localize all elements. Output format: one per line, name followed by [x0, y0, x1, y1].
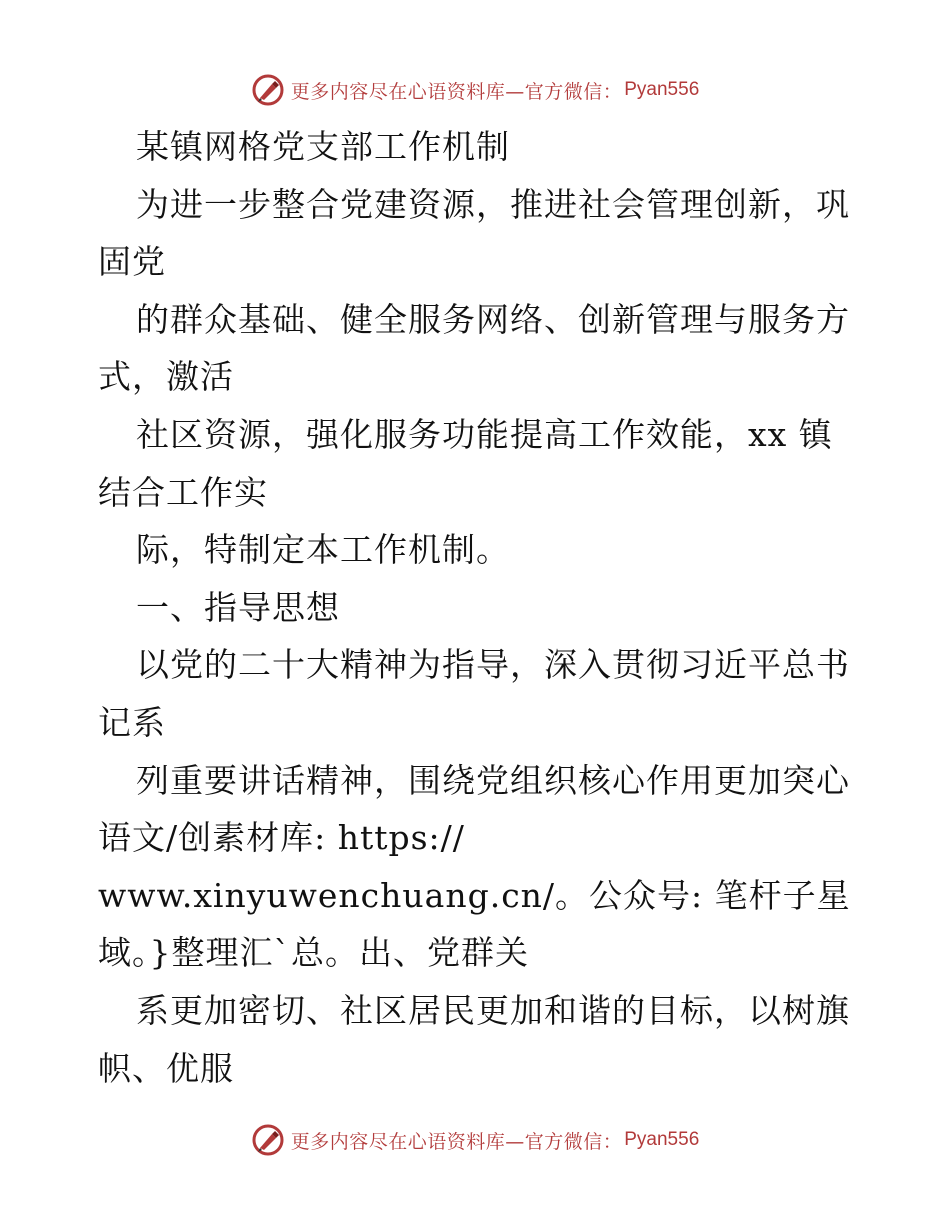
- document-line: 系更加密切、社区居民更加和谐的目标，以树旗: [136, 990, 850, 1030]
- document-line: 际，特制定本工作机制。: [136, 530, 510, 570]
- header-banner: [0, 70, 950, 110]
- footer-banner: [0, 1120, 950, 1160]
- document-line: 式，激活: [98, 357, 234, 397]
- document-line: 记系: [98, 702, 166, 742]
- red-pen-logo-icon: [251, 1123, 285, 1157]
- header-banner-handle: Pyan556: [624, 79, 700, 100]
- document-line: 域。}整理汇`总。出、党群关: [98, 933, 529, 973]
- document-line: www.xinyuwenchuang.cn/。公众号: 笔杆子星: [98, 875, 851, 915]
- document-title: 某镇网格党支部工作机制: [136, 127, 510, 166]
- document-line: 语文/创素材库: https://: [98, 818, 465, 858]
- document-line: 固党: [98, 242, 166, 282]
- red-pen-logo-icon: [251, 73, 285, 107]
- document-line: 社区资源，强化服务功能提高工作效能，xx 镇: [136, 414, 833, 454]
- document-body: [98, 118, 858, 1097]
- footer-banner-text: 更多内容尽在心语资料库—官方微信：: [290, 1130, 623, 1153]
- document-line: 以党的二十大精神为指导，深入贯彻习近平总书: [136, 645, 850, 685]
- header-banner-text: 更多内容尽在心语资料库—官方微信：: [290, 80, 623, 103]
- section-heading: 一、指导思想: [136, 587, 340, 627]
- footer-banner-handle: Pyan556: [624, 1129, 700, 1150]
- document-line: 结合工作实: [98, 472, 268, 512]
- document-line: 的群众基础、健全服务网络、创新管理与服务方: [136, 299, 850, 339]
- document-line: 列重要讲话精神，围绕党组织核心作用更加突心: [136, 760, 850, 800]
- document-line: 为进一步整合党建资源，推进社会管理创新，巩: [136, 184, 850, 224]
- document-line: 帜、优服: [98, 1048, 234, 1088]
